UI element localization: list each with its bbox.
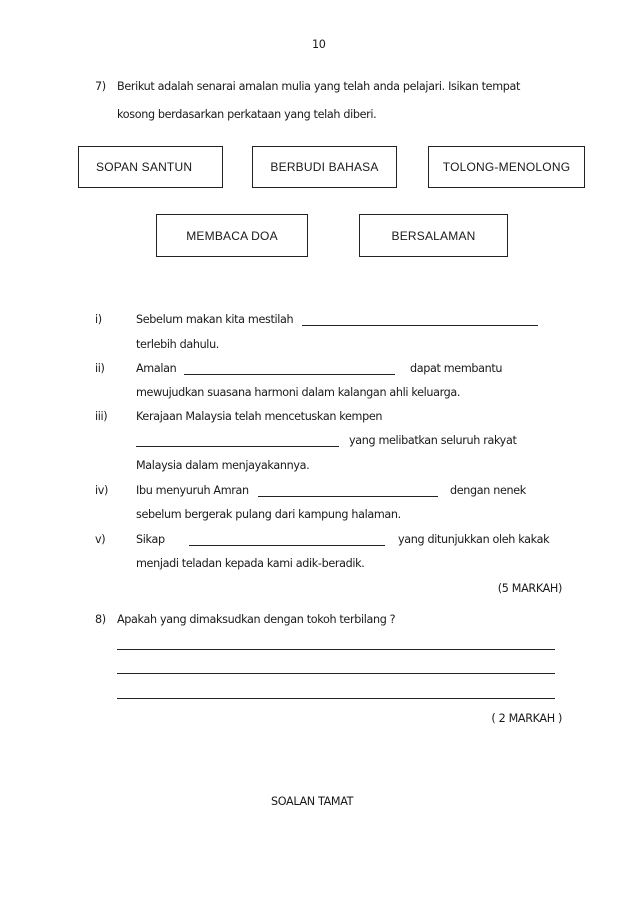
option-label: BERSALAMAN bbox=[391, 228, 476, 243]
item-label: iv) bbox=[95, 484, 109, 497]
answer-blank[interactable] bbox=[189, 545, 385, 546]
q8-question: Apakah yang dimaksudkan dengan tokoh terbilang ? bbox=[117, 613, 396, 626]
option-box-membaca-doa bbox=[156, 214, 308, 257]
item-continuation: terlebih dahulu. bbox=[136, 338, 220, 351]
answer-blank[interactable] bbox=[184, 374, 395, 375]
option-box-sopan-santun bbox=[78, 146, 223, 188]
item-text: Ibu menyuruh Amran bbox=[136, 484, 249, 497]
answer-blank[interactable] bbox=[136, 446, 339, 447]
item-continuation: menjadi teladan kepada kami adik-beradik. bbox=[136, 557, 365, 570]
item-continuation: mewujudkan suasana harmoni dalam kalangan ahli keluarga. bbox=[136, 386, 461, 399]
end-text: SOALAN TAMAT bbox=[271, 795, 354, 808]
q8-number: 8) bbox=[95, 613, 106, 626]
item-text-after: yang ditunjukkan oleh kakak bbox=[398, 533, 550, 546]
option-label: SOPAN SANTUN bbox=[96, 160, 193, 174]
option-box-berbudi-bahasa bbox=[252, 146, 397, 188]
item-label: v) bbox=[95, 533, 106, 546]
item-text-after: dapat membantu bbox=[410, 362, 503, 375]
item-text-after: yang melibatkan seluruh rakyat bbox=[349, 434, 517, 447]
option-label: TOLONG-MENOLONG bbox=[442, 160, 571, 174]
q7-instruction-line1: Berikut adalah senarai amalan mulia yang telah anda pelajari. Isikan tempat bbox=[117, 80, 521, 93]
answer-line[interactable] bbox=[117, 649, 555, 650]
item-text-after: dengan nenek bbox=[450, 484, 526, 497]
page-number: 10 bbox=[312, 38, 326, 51]
item-text: Sikap bbox=[136, 533, 165, 546]
option-label: MEMBACA DOA bbox=[186, 228, 278, 243]
answer-blank[interactable] bbox=[258, 496, 438, 497]
item-continuation: Malaysia dalam menjayakannya. bbox=[136, 459, 310, 472]
q7-marks: (5 MARKAH) bbox=[497, 582, 562, 595]
item-continuation: sebelum bergerak pulang dari kampung halaman. bbox=[136, 508, 401, 521]
q7-number: 7) bbox=[95, 80, 106, 93]
item-label: i) bbox=[95, 313, 102, 326]
item-text: Sebelum makan kita mestilah bbox=[136, 313, 294, 326]
answer-line[interactable] bbox=[117, 673, 555, 674]
item-label: iii) bbox=[95, 410, 108, 423]
item-label: ii) bbox=[95, 362, 105, 375]
option-label: BERBUDI BAHASA bbox=[270, 160, 379, 174]
answer-blank[interactable] bbox=[302, 325, 538, 326]
option-box-bersalaman bbox=[359, 214, 508, 257]
q7-instruction-line2: kosong berdasarkan perkataan yang telah diberi. bbox=[117, 108, 377, 121]
q8-marks: ( 2 MARKAH ) bbox=[491, 712, 562, 725]
item-text: Amalan bbox=[136, 362, 177, 375]
answer-line[interactable] bbox=[117, 698, 555, 699]
option-box-tolong-menolong bbox=[428, 146, 585, 188]
item-text: Kerajaan Malaysia telah mencetuskan kempen bbox=[136, 410, 383, 423]
